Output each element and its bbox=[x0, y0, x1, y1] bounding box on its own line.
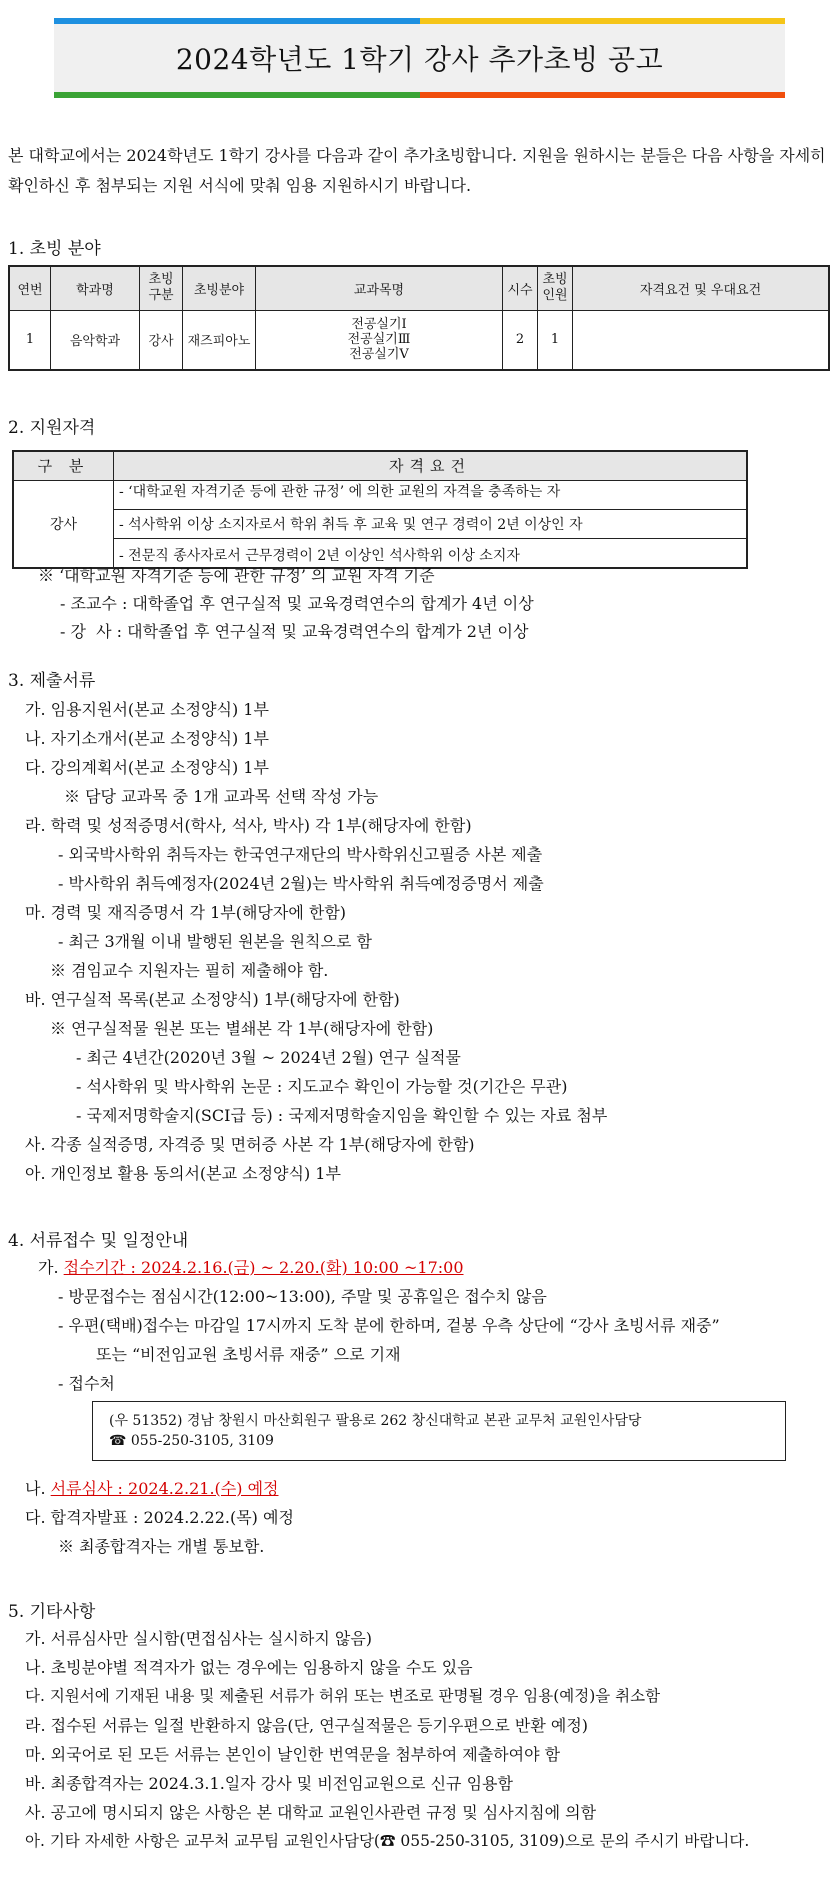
course-item: 전공실기Ⅲ bbox=[347, 332, 411, 348]
title-banner bbox=[54, 18, 785, 98]
etc-item: 마. 외국어로 된 모든 서류는 본인이 날인한 번역문을 첨부하여 제출하여야 함 bbox=[25, 1745, 561, 1764]
cell-hours: 2 bbox=[503, 310, 538, 370]
etc-item: 다. 지원서에 기재된 내용 및 제출된 서류가 허위 또는 변조로 판명될 경우 임용(예정)을 취소함 bbox=[25, 1687, 661, 1705]
doc-sub: - 국제저명학술지(SCI급 등) : 국제저명학술지임을 확인할 수 있는 자료 첨부 bbox=[76, 1106, 608, 1125]
page-title: 2024학년도 1학기 강사 추가초빙 공고 bbox=[54, 24, 785, 92]
th-category: 구 분 bbox=[13, 451, 114, 480]
visit-note: - 방문접수는 점심시간(12:00~13:00), 주말 및 공휴일은 접수치 않음 bbox=[58, 1287, 547, 1306]
th-req: 자격요건 및 우대요건 bbox=[573, 266, 830, 310]
etc-item: 사. 공고에 명시되지 않은 사항은 본 대학교 교원인사관련 규정 및 심사지침에 의함 bbox=[25, 1803, 597, 1822]
cell-lecturer: 강사 bbox=[13, 480, 114, 568]
application-period-value: 접수기간 : 2024.2.16.(금) ~ 2.20.(화) 10:00 ~17:00 bbox=[63, 1258, 464, 1277]
cell-count: 1 bbox=[538, 310, 573, 370]
th-field: 초빙분야 bbox=[183, 266, 256, 310]
etc-item: 가. 서류심사만 실시함(면접심사는 실시하지 않음) bbox=[25, 1629, 373, 1648]
application-period bbox=[38, 1255, 464, 1278]
final-note: ※ 최종합격자는 개별 통보함. bbox=[58, 1537, 265, 1556]
qual-item: - ‘대학교원 자격기준 등에 관한 규정’ 에 의한 교원의 자격을 충족하는 자 bbox=[114, 481, 746, 510]
etc-item: 바. 최종합격자는 2024.3.1.일자 강사 및 비전임교원으로 신규 임용함 bbox=[25, 1774, 513, 1793]
th-course: 교과목명 bbox=[256, 266, 503, 310]
bar-orange bbox=[420, 92, 786, 98]
doc-item: 아. 개인정보 활용 동의서(본교 소정양식) 1부 bbox=[25, 1164, 341, 1183]
assistant-professor-criteria: - 조교수 : 대학졸업 후 연구실적 및 교육경력연수의 합계가 4년 이상 bbox=[60, 594, 534, 613]
reception-label: - 접수처 bbox=[58, 1374, 115, 1393]
mail-note-cont: 또는 “비전임교원 초빙서류 재중” 으로 기재 bbox=[96, 1345, 401, 1364]
doc-sub: - 최근 3개월 이내 발행된 원본을 원칙으로 함 bbox=[58, 932, 372, 951]
doc-item: 바. 연구실적 목록(본교 소정양식) 1부(해당자에 한함) bbox=[25, 990, 400, 1009]
doc-item: 라. 학력 및 성적증명서(학사, 석사, 박사) 각 1부(해당자에 한함) bbox=[25, 816, 472, 835]
section-5-heading: 5. 기타사항 bbox=[8, 1602, 96, 1622]
cell-type: 강사 bbox=[140, 310, 183, 370]
qual-item: - 전문직 종사자로서 근무경력이 2년 이상인 석사학위 이상 소지자 bbox=[119, 547, 520, 564]
reception-phone: ☎ 055-250-3105, 3109 bbox=[109, 1433, 274, 1449]
th-hours: 시수 bbox=[503, 266, 538, 310]
cell-req bbox=[573, 310, 830, 370]
cell-field: 재즈피아노 bbox=[183, 310, 256, 370]
application-period-prefix: 가. bbox=[38, 1258, 59, 1277]
reception-address: (우 51352) 경남 창원시 마산회원구 팔용로 262 창신대학교 본관 교무처 교원인사담당 bbox=[109, 1413, 642, 1429]
recruit-table bbox=[8, 265, 830, 371]
doc-note: ※ 겸임교수 지원자는 필히 제출해야 함. bbox=[50, 961, 329, 980]
etc-item: 아. 기타 자세한 사항은 교무처 교무팀 교원인사담당(☎ 055-250-3105, 3109)으로 문의 주시기 바랍니다. bbox=[25, 1832, 750, 1850]
th-type: 초빙 구분 bbox=[140, 266, 183, 310]
doc-note: ※ 연구실적물 원본 또는 별쇄본 각 1부(해당자에 한함) bbox=[50, 1019, 434, 1038]
qualification-table bbox=[12, 450, 748, 569]
cell-qualification-list bbox=[114, 480, 748, 568]
th-no: 연번 bbox=[9, 266, 51, 310]
cell-dept: 음악학과 bbox=[51, 310, 140, 370]
intro-paragraph: 본 대학교에서는 2024학년도 1학기 강사를 다음과 같이 추가초빙합니다. 지원을 원하시는 분들은 다음 사항을 자세히 확인하신 후 첨부되는 지원 서식에 맞춰 임용 지원하시기 바랍니다. bbox=[8, 146, 826, 195]
doc-sub: - 최근 4년간(2020년 3월 ~ 2024년 2월) 연구 실적물 bbox=[76, 1048, 461, 1067]
doc-item: 다. 강의계획서(본교 소정양식) 1부 bbox=[25, 758, 269, 777]
screening-date bbox=[25, 1476, 278, 1499]
doc-sub: - 외국박사학위 취득자는 한국연구재단의 박사학위신고필증 사본 제출 bbox=[58, 845, 543, 864]
th-count: 초빙 인원 bbox=[538, 266, 573, 310]
announcement-date: 다. 합격자발표 : 2024.2.22.(목) 예정 bbox=[25, 1508, 294, 1527]
etc-item: 라. 접수된 서류는 일절 반환하지 않음(단, 연구실적물은 등기우편으로 반환 예정) bbox=[25, 1716, 589, 1735]
etc-item: 나. 초빙분야별 적격자가 없는 경우에는 임용하지 않을 수도 있음 bbox=[25, 1658, 473, 1677]
qualification-note: ※ ‘대학교원 자격기준 등에 관한 규정’ 의 교원 자격 기준 bbox=[38, 566, 435, 585]
doc-sub: - 석사학위 및 박사학위 논문 : 지도교수 확인이 가능할 것(기간은 무관) bbox=[76, 1077, 568, 1096]
th-qualification: 자격요건 bbox=[114, 451, 748, 480]
doc-item: 가. 임용지원서(본교 소정양식) 1부 bbox=[25, 700, 269, 719]
cell-no: 1 bbox=[9, 310, 51, 370]
course-item: 전공실기Ⅴ bbox=[349, 347, 409, 363]
cell-courses bbox=[256, 310, 503, 370]
screening-date-value: 서류심사 : 2024.2.21.(수) 예정 bbox=[50, 1479, 279, 1498]
reception-address-box bbox=[92, 1401, 786, 1461]
doc-item: 마. 경력 및 재직증명서 각 1부(해당자에 한함) bbox=[25, 903, 347, 922]
screening-date-prefix: 나. bbox=[25, 1479, 46, 1498]
lecturer-criteria: - 강 사 : 대학졸업 후 연구실적 및 교육경력연수의 합계가 2년 이상 bbox=[60, 622, 529, 641]
section-1-heading: 1. 초빙 분야 bbox=[8, 239, 101, 259]
doc-sub: - 박사학위 취득예정자(2024년 2월)는 박사학위 취득예정증명서 제출 bbox=[58, 874, 544, 893]
section-3-heading: 3. 제출서류 bbox=[8, 671, 96, 691]
qual-item: - 석사학위 이상 소지자로서 학위 취득 후 교육 및 연구 경력이 2년 이상인 자 bbox=[114, 510, 746, 539]
doc-note: ※ 담당 교과목 중 1개 교과목 선택 작성 가능 bbox=[64, 787, 379, 806]
mail-note: - 우편(택배)접수는 마감일 17시까지 도착 분에 한하며, 겉봉 우측 상단에 “강사 초빙서류 재중” bbox=[58, 1316, 720, 1335]
section-2-heading: 2. 지원자격 bbox=[8, 418, 96, 438]
section-4-heading: 4. 서류접수 및 일정안내 bbox=[8, 1231, 189, 1251]
doc-item: 나. 자기소개서(본교 소정양식) 1부 bbox=[25, 729, 269, 748]
bar-green bbox=[54, 92, 420, 98]
doc-item: 사. 각종 실적증명, 자격증 및 면허증 사본 각 1부(해당자에 한함) bbox=[25, 1135, 475, 1154]
course-item: 전공실기Ⅰ bbox=[351, 317, 407, 333]
th-dept: 학과명 bbox=[51, 266, 140, 310]
